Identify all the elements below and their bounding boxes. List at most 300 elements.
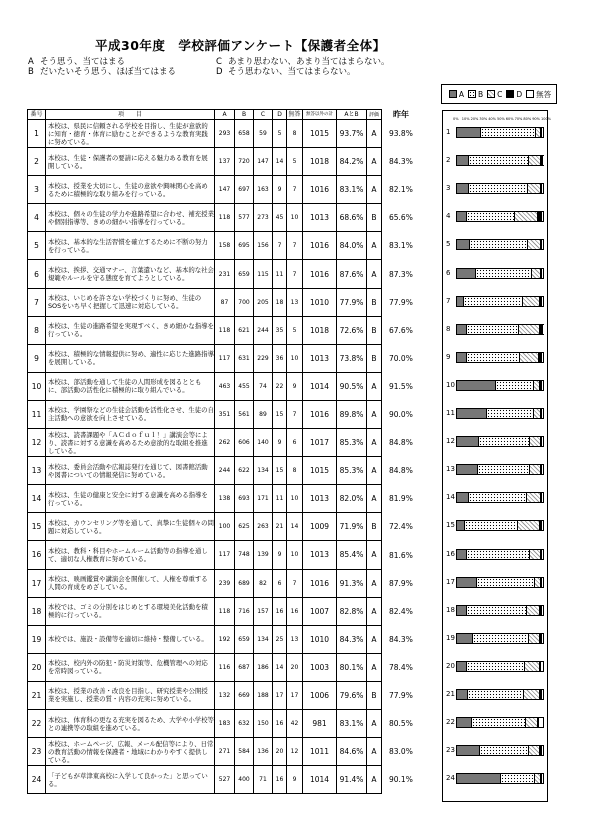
cell-b: 669 xyxy=(235,681,254,709)
cell-b: 697 xyxy=(235,176,254,204)
legend-b: だいたいそう思う、ほぼ当てはまる xyxy=(40,67,177,77)
cell-t: 1013 xyxy=(303,344,337,372)
cell-b: 693 xyxy=(235,485,254,513)
bar-segment-b xyxy=(467,212,516,221)
cell-a: 118 xyxy=(215,597,235,625)
item-text: 本校は、体育科の更なる充実を図るため、大学や小学校等との連携等の取組を進めている。 xyxy=(48,715,214,732)
axis-tick-label: 50% xyxy=(497,117,505,121)
bar-segment-a xyxy=(457,212,467,221)
legend-key-b: B xyxy=(28,67,34,77)
bar-segment-no-answer xyxy=(542,381,543,390)
row-number: 8 xyxy=(28,316,46,344)
bar-segment-a xyxy=(457,606,467,615)
axis-tick-label: 60% xyxy=(505,117,514,121)
cell-t: 1006 xyxy=(303,681,337,709)
bar-label: 21 xyxy=(446,690,455,698)
bar-label: 13 xyxy=(446,465,455,474)
cell-e: A xyxy=(367,625,382,653)
cell-t: 1007 xyxy=(303,597,337,625)
cell-n: 9 xyxy=(287,372,303,400)
bar-segment-b xyxy=(478,465,530,474)
cell-b: 577 xyxy=(235,204,254,232)
bar-segment-b xyxy=(467,325,519,334)
bar-label: 19 xyxy=(446,633,455,642)
row-item-text xyxy=(46,569,215,597)
row-number: 5 xyxy=(28,232,46,260)
header-d: D xyxy=(273,110,287,120)
stacked-bar xyxy=(456,436,544,447)
cell-c: 229 xyxy=(254,344,273,372)
cell-ab: 84.2% xyxy=(337,148,367,176)
cell-b: 631 xyxy=(235,344,254,372)
cell-b: 687 xyxy=(235,653,254,681)
cell-e: A xyxy=(367,120,382,148)
bar-label: 9 xyxy=(446,352,451,361)
cell-c: 136 xyxy=(254,738,273,766)
item-text: 本校は、読書課題や「ＡＣｄｏｆｕｌ！」講演会等により、読書に対する意識を高めるため意欲的な取組を推進している。 xyxy=(48,430,208,455)
bar-label: 20 xyxy=(446,661,455,670)
stacked-bar xyxy=(456,549,544,560)
bar-segment-no-answer xyxy=(542,521,543,530)
bar-segment-a xyxy=(457,662,467,671)
table-row xyxy=(28,176,382,204)
bar-segment-a xyxy=(457,269,476,278)
legend-swatch-d xyxy=(506,90,514,98)
cell-b: 689 xyxy=(235,569,254,597)
previous-year-value: 81.9% xyxy=(389,494,413,504)
cell-d: 17 xyxy=(273,681,287,709)
previous-year-value: 81.6% xyxy=(389,550,413,560)
cell-ab: 93.7% xyxy=(337,120,367,148)
row-item-text xyxy=(46,288,215,316)
chart-legend-none: 無答 xyxy=(536,89,552,99)
previous-year-value: 72.4% xyxy=(389,522,413,532)
cell-ab: 89.8% xyxy=(337,400,367,428)
row-number: 16 xyxy=(28,541,46,569)
stacked-bar xyxy=(456,380,544,391)
bar-segment-c xyxy=(532,269,542,278)
cell-c: 139 xyxy=(254,541,273,569)
cell-t: 1016 xyxy=(303,176,337,204)
cell-c: 186 xyxy=(254,653,273,681)
bar-label: 4 xyxy=(446,212,451,221)
bar-segment-a xyxy=(457,465,478,474)
cell-b: 632 xyxy=(235,709,254,737)
bar-segment-c xyxy=(524,690,540,699)
bar-segment-no-answer xyxy=(542,606,543,615)
stacked-bar xyxy=(456,689,544,700)
bar-segment-no-answer xyxy=(539,718,543,727)
row-number: 22 xyxy=(28,709,46,737)
bar-label: 16 xyxy=(446,549,455,558)
cell-ab: 90.5% xyxy=(337,372,367,400)
stacked-bar xyxy=(456,717,544,728)
item-text: 本校は、県民に信頼される学校を目指し、生徒が意欲的に知育・徳育・体育に励むことができるような教育実践に努めている。 xyxy=(48,121,208,146)
cell-e: A xyxy=(367,485,382,513)
previous-year-value: 87.3% xyxy=(389,269,413,279)
header-a: A xyxy=(215,110,235,120)
cell-a: 137 xyxy=(215,148,235,176)
table-row xyxy=(28,232,382,260)
bar-segment-c xyxy=(534,409,541,418)
header-evaluation: 評価 xyxy=(367,110,382,120)
cell-n: 8 xyxy=(287,457,303,485)
bar-label: 5 xyxy=(446,240,451,249)
previous-year-value: 91.5% xyxy=(389,381,413,391)
item-text: 本校は、生徒・保護者の要請に応える魅力ある教育を展開している。 xyxy=(48,153,208,170)
bar-segment-no-answer xyxy=(542,634,543,643)
stacked-bar xyxy=(456,296,544,307)
bar-label: 8 xyxy=(446,324,451,333)
cell-t: 1016 xyxy=(303,400,337,428)
cell-d: 14 xyxy=(273,653,287,681)
cell-a: 463 xyxy=(215,372,235,400)
previous-year-value: 82.4% xyxy=(389,606,413,616)
cell-b: 700 xyxy=(235,288,254,316)
bar-label: 3 xyxy=(446,184,451,193)
cell-d: 20 xyxy=(273,738,287,766)
item-text: 本校は、部活動を通して生徒の人間形成を図るとともに、部活動の活性化に積極的に取り組んでいる。 xyxy=(48,378,202,395)
row-item-text xyxy=(46,232,215,260)
row-item-text xyxy=(46,457,215,485)
bar-segment-no-answer xyxy=(542,774,543,783)
row-item-text xyxy=(46,120,215,148)
cell-d: 6 xyxy=(273,569,287,597)
cell-e: A xyxy=(367,457,382,485)
item-text: 「子どもが草津東高校に入学して良かった」と思っている。 xyxy=(48,771,208,788)
cell-t: 1016 xyxy=(303,260,337,288)
cell-d: 35 xyxy=(273,316,287,344)
cell-n: 12 xyxy=(287,738,303,766)
table-row xyxy=(28,372,382,400)
bar-segment-no-answer xyxy=(542,353,543,362)
cell-b: 658 xyxy=(235,120,254,148)
row-number: 2 xyxy=(28,148,46,176)
cell-n: 13 xyxy=(287,288,303,316)
row-number: 12 xyxy=(28,429,46,457)
cell-d: 14 xyxy=(273,148,287,176)
row-item-text xyxy=(46,148,215,176)
bar-segment-a xyxy=(457,437,479,446)
row-number: 7 xyxy=(28,288,46,316)
bar-segment-c xyxy=(530,550,542,559)
stacked-bar xyxy=(456,745,544,756)
row-item-text xyxy=(46,344,215,372)
bar-segment-b xyxy=(467,606,527,615)
bar-label: 11 xyxy=(446,409,455,417)
row-number: 4 xyxy=(28,204,46,232)
table-row xyxy=(28,316,382,344)
bar-segment-a xyxy=(457,774,501,783)
table-header-row xyxy=(28,110,382,120)
bar-segment-b xyxy=(480,746,529,755)
cell-ab: 85.4% xyxy=(337,541,367,569)
stacked-bar xyxy=(456,408,544,419)
cell-n: 10 xyxy=(287,204,303,232)
item-text: 本校は、校内外の防犯・防災対策等、危機管理への対応を常時図っている。 xyxy=(48,659,208,676)
cell-e: A xyxy=(367,372,382,400)
bar-segment-b xyxy=(473,634,528,643)
cell-b: 455 xyxy=(235,372,254,400)
cell-d: 16 xyxy=(273,709,287,737)
bar-label: 14 xyxy=(446,493,455,502)
cell-e: B xyxy=(367,681,382,709)
cell-d: 11 xyxy=(273,260,287,288)
cell-c: 163 xyxy=(254,176,273,204)
cell-n: 6 xyxy=(287,429,303,457)
row-number: 3 xyxy=(28,176,46,204)
table-row xyxy=(28,485,382,513)
bar-segment-c xyxy=(530,437,542,446)
bar-label: 23 xyxy=(446,746,455,755)
bar-segment-b xyxy=(479,437,530,446)
cell-c: 188 xyxy=(254,681,273,709)
cell-b: 716 xyxy=(235,597,254,625)
row-item-text xyxy=(46,653,215,681)
cell-c: 71 xyxy=(254,766,273,794)
cell-e: A xyxy=(367,766,382,794)
chart-legend xyxy=(441,84,557,104)
previous-year-value: 84.8% xyxy=(389,438,413,448)
row-item-text xyxy=(46,738,215,766)
bar-segment-a xyxy=(457,493,469,502)
row-item-text xyxy=(46,429,215,457)
cell-t: 1015 xyxy=(303,120,337,148)
bar-segment-c xyxy=(525,662,541,671)
bar-segment-b xyxy=(496,381,534,390)
table-row xyxy=(28,429,382,457)
cell-n: 42 xyxy=(287,709,303,737)
bar-segment-no-answer xyxy=(542,550,543,559)
item-text: 本校は、教科・科目やホームルーム活動等の指導を通して、適切な人権教育に努めている。 xyxy=(48,546,208,563)
cell-d: 16 xyxy=(273,597,287,625)
chart-legend-a: A xyxy=(458,89,464,99)
cell-n: 7 xyxy=(287,176,303,204)
bar-segment-no-answer xyxy=(542,465,543,474)
previous-year-header: 昨年 xyxy=(393,110,409,119)
table-row xyxy=(28,709,382,737)
legend-c: あまり思わない、あまり当てはまらない。 xyxy=(228,57,390,67)
table-row xyxy=(28,597,382,625)
row-number: 23 xyxy=(28,738,46,766)
bar-segment-no-answer xyxy=(542,240,543,249)
cell-n: 10 xyxy=(287,485,303,513)
stacked-bar xyxy=(456,352,544,363)
bar-segment-a xyxy=(457,184,469,193)
item-text: 本校は、委員会活動や広報誌発行を通じて、図書館活動や図書についての情報発信に努めている。 xyxy=(48,462,208,479)
bar-segment-b xyxy=(468,690,524,699)
table-row xyxy=(28,148,382,176)
previous-year-value: 84.3% xyxy=(389,157,413,167)
item-text: 本校は、挨拶、交通マナー、言葉遣いなど、基本的な社会規範やルールを守る態度を育てようとしている。 xyxy=(48,266,214,283)
item-text: 本校は、生徒の健康と安全に対する意識を高める指導を行っている。 xyxy=(48,490,208,507)
bar-segment-no-answer xyxy=(542,269,543,278)
cell-c: 156 xyxy=(254,232,273,260)
cell-e: A xyxy=(367,597,382,625)
bar-segment-a xyxy=(457,325,467,334)
cell-a: 138 xyxy=(215,485,235,513)
bar-segment-a xyxy=(457,128,481,137)
cell-e: A xyxy=(367,738,382,766)
cell-d: 9 xyxy=(273,176,287,204)
bar-label: 6 xyxy=(446,268,451,277)
bar-segment-c xyxy=(526,718,539,727)
row-number: 17 xyxy=(28,569,46,597)
cell-ab: 82.8% xyxy=(337,597,367,625)
header-a-and-b: AとB xyxy=(337,110,367,120)
axis-tick-label: 0% xyxy=(453,117,459,121)
cell-a: 183 xyxy=(215,709,235,737)
table-row xyxy=(28,260,382,288)
item-text: 本校は、生徒の進路希望を実現すべく、きめ細かな指導を行っている。 xyxy=(48,322,214,339)
stacked-bar xyxy=(456,577,544,588)
row-number: 13 xyxy=(28,457,46,485)
bar-label: 10 xyxy=(446,380,455,389)
cell-t: 1013 xyxy=(303,485,337,513)
cell-t: 1014 xyxy=(303,766,337,794)
cell-e: B xyxy=(367,288,382,316)
bar-segment-a xyxy=(457,521,465,530)
cell-e: A xyxy=(367,232,382,260)
row-number: 21 xyxy=(28,681,46,709)
table-row xyxy=(28,625,382,653)
bar-segment-c xyxy=(518,521,540,530)
row-number: 20 xyxy=(28,653,46,681)
cell-a: 147 xyxy=(215,176,235,204)
bar-segment-no-answer xyxy=(542,578,543,587)
bar-segment-b xyxy=(470,240,528,249)
cell-e: A xyxy=(367,148,382,176)
cell-t: 1015 xyxy=(303,457,337,485)
cell-ab: 80.1% xyxy=(337,653,367,681)
bar-segment-c xyxy=(528,240,541,249)
axis-tick-label: 20% xyxy=(470,117,479,121)
item-text: 本校では、施設・設備等を適切に維持・整備している。 xyxy=(48,635,208,644)
previous-year-value: 82.1% xyxy=(389,185,413,195)
legend-a: そう思う、当てはまる xyxy=(40,57,126,67)
legend-swatch-c xyxy=(487,90,495,98)
header-total: 無答以外の計 xyxy=(303,110,337,120)
row-number: 14 xyxy=(28,485,46,513)
cell-d: 22 xyxy=(273,372,287,400)
table-row xyxy=(28,766,382,794)
bar-segment-b xyxy=(476,269,531,278)
bar-segment-c xyxy=(529,746,540,755)
cell-b: 625 xyxy=(235,513,254,541)
cell-c: 82 xyxy=(254,569,273,597)
cell-t: 1010 xyxy=(303,288,337,316)
stacked-bar xyxy=(456,633,544,644)
row-number: 19 xyxy=(28,625,46,653)
cell-d: 11 xyxy=(273,485,287,513)
cell-b: 720 xyxy=(235,148,254,176)
previous-year-value: 93.8% xyxy=(389,129,413,138)
cell-n: 5 xyxy=(287,316,303,344)
bar-segment-b xyxy=(487,409,534,418)
header-no-answer: 無答 xyxy=(288,110,301,118)
item-text: 本校は、授業を大切にし、生徒の意欲や興味関心を高めるために積極的な取り組みを行っている。 xyxy=(48,181,208,198)
stacked-bar xyxy=(456,661,544,672)
row-item-text xyxy=(46,541,215,569)
cell-e: B xyxy=(367,344,382,372)
item-text: 本校は、カウンセリング等を通して、真摯に生徒個々の問題に対応している。 xyxy=(48,518,214,535)
cell-d: 45 xyxy=(273,204,287,232)
page-title: 平成30年度 学校評価アンケート【保護者全体】 xyxy=(95,38,386,53)
bar-segment-b xyxy=(469,493,527,502)
previous-year-value: 90.0% xyxy=(389,410,413,419)
cell-ab: 72.6% xyxy=(337,316,367,344)
cell-t: 1013 xyxy=(303,541,337,569)
stacked-bar xyxy=(456,183,544,194)
bar-label: 17 xyxy=(446,577,455,586)
cell-n: 7 xyxy=(287,400,303,428)
bar-segment-b xyxy=(464,297,523,306)
cell-c: 205 xyxy=(254,288,273,316)
cell-b: 621 xyxy=(235,316,254,344)
cell-a: 87 xyxy=(215,288,235,316)
cell-ab: 84.6% xyxy=(337,738,367,766)
cell-c: 147 xyxy=(254,148,273,176)
cell-d: 36 xyxy=(273,344,287,372)
cell-e: A xyxy=(367,429,382,457)
cell-e: A xyxy=(367,176,382,204)
row-number: 15 xyxy=(28,513,46,541)
cell-d: 9 xyxy=(273,429,287,457)
bar-segment-b xyxy=(465,521,518,530)
previous-year-value: 83.0% xyxy=(389,747,413,757)
cell-ab: 91.4% xyxy=(337,766,367,794)
bar-label: 22 xyxy=(446,718,455,727)
cell-a: 116 xyxy=(215,653,235,681)
bar-segment-no-answer xyxy=(542,690,543,699)
previous-year-value: 78.4% xyxy=(389,662,413,672)
chart-legend-b: B xyxy=(477,89,484,99)
cell-ab: 85.3% xyxy=(337,429,367,457)
cell-d: 5 xyxy=(273,120,287,148)
cell-d: 15 xyxy=(273,400,287,428)
stacked-bar xyxy=(456,268,544,279)
cell-n: 10 xyxy=(287,344,303,372)
survey-table xyxy=(27,109,382,794)
row-item-text xyxy=(46,766,215,794)
row-item-text xyxy=(46,513,215,541)
header-b: B xyxy=(235,110,254,120)
legend-key-c: C xyxy=(216,57,222,67)
cell-t: 981 xyxy=(303,709,337,737)
row-item-text xyxy=(46,204,215,232)
cell-n: 7 xyxy=(287,260,303,288)
stacked-bar xyxy=(456,520,544,531)
legend-swatch-b xyxy=(468,90,476,98)
bar-segment-b xyxy=(467,550,530,559)
stacked-bar xyxy=(456,211,544,222)
cell-c: 150 xyxy=(254,709,273,737)
cell-a: 118 xyxy=(215,316,235,344)
cell-e: A xyxy=(367,400,382,428)
bar-segment-a xyxy=(457,746,480,755)
bar-segment-a xyxy=(457,156,469,165)
bar-segment-b xyxy=(501,774,535,783)
row-item-text xyxy=(46,316,215,344)
row-item-text xyxy=(46,681,215,709)
cell-d: 7 xyxy=(273,232,287,260)
item-text: 本校は、学園祭などの生徒会活動を活性化させ、生徒の自主活動への意欲を向上させている。 xyxy=(48,406,214,423)
item-text: 本校は、基本的な生活習慣を確立するために不断の努力を行っている。 xyxy=(48,237,208,254)
previous-year-value: 84.8% xyxy=(389,466,413,476)
answer-legend xyxy=(28,57,390,77)
cell-c: 134 xyxy=(254,457,273,485)
stacked-bar xyxy=(456,155,544,166)
